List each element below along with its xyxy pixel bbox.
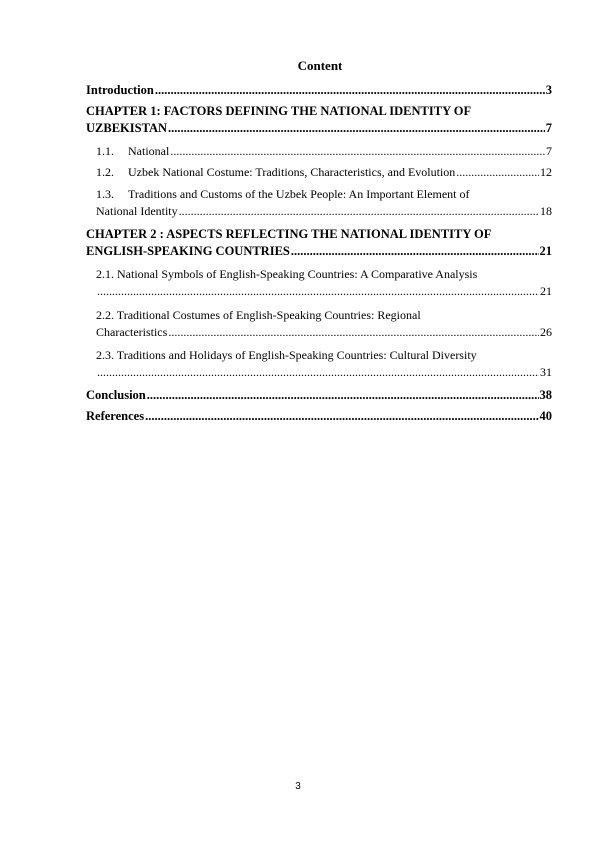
- toc-page-number: 7: [545, 121, 552, 135]
- toc-label: National: [128, 144, 170, 158]
- toc-page-number: 31: [540, 365, 552, 379]
- section-number: 1.2.: [96, 165, 114, 179]
- toc-entry-conclusion[interactable]: [86, 387, 552, 404]
- page-title: Content: [297, 58, 343, 73]
- toc-entry-chapter-2[interactable]: [86, 226, 552, 260]
- toc-entry-1-2[interactable]: [96, 164, 552, 181]
- toc-page-number: 38: [539, 388, 552, 402]
- dot-leader: [179, 203, 539, 220]
- toc-label-line: 2.3. Traditions and Holidays of English-Speaking Countries: Cultural Diversity: [96, 348, 477, 362]
- toc-page-number: 7: [546, 144, 552, 158]
- dot-leader: [168, 324, 539, 341]
- toc-entry-1-3[interactable]: [96, 186, 552, 220]
- toc-label: References: [86, 409, 145, 423]
- dot-leader: [456, 164, 539, 181]
- section-number: 1.3.: [96, 187, 114, 201]
- page-number-footer: 3: [295, 781, 301, 792]
- dot-leader: [155, 82, 545, 99]
- toc-page-number: 26: [540, 325, 552, 339]
- toc-label-line: Characteristics: [96, 325, 168, 339]
- toc-page-number: 21: [540, 284, 552, 298]
- toc-label-line: National Identity: [96, 204, 178, 218]
- toc-entry-2-2[interactable]: [96, 307, 552, 341]
- toc-entry-chapter-1[interactable]: [86, 103, 552, 137]
- dot-leader: [145, 408, 538, 425]
- section-number: 1.1.: [96, 144, 114, 158]
- toc-page-number: 21: [539, 244, 552, 258]
- toc-page-number: 3: [545, 83, 552, 97]
- toc-page-number: 18: [540, 204, 552, 218]
- toc-label: Introduction: [86, 83, 154, 97]
- toc-entry-2-1[interactable]: [96, 266, 552, 300]
- toc-label: Conclusion: [86, 388, 146, 402]
- toc-label-line: UZBEKISTAN: [86, 121, 168, 135]
- dot-leader: [97, 364, 539, 381]
- toc-label-line: Traditions and Customs of the Uzbek People: An Important Element of: [128, 187, 470, 201]
- toc-page-number: 12: [540, 165, 552, 179]
- toc-entry-1-1[interactable]: [96, 143, 552, 160]
- toc-label: Uzbek National Costume: Traditions, Characteristics, and Evolution: [128, 165, 456, 179]
- dot-leader: [291, 243, 539, 260]
- dot-leader: [147, 387, 539, 404]
- toc-label-line: 2.1. National Symbols of English-Speaking Countries: A Comparative Analysis: [96, 267, 478, 281]
- toc-entry-references[interactable]: [86, 408, 552, 425]
- toc-label-line: 2.2. Traditional Costumes of English-Speaking Countries: Regional: [96, 308, 421, 322]
- toc-page-number: 40: [539, 409, 552, 423]
- dot-leader: [97, 283, 539, 300]
- dot-leader: [168, 120, 545, 137]
- toc-entry-2-3[interactable]: [96, 347, 552, 381]
- dot-leader: [170, 143, 545, 160]
- toc-label-line: ENGLISH-SPEAKING COUNTRIES: [86, 244, 290, 258]
- toc-label-line: CHAPTER 2 : ASPECTS REFLECTING THE NATIONAL IDENTITY OF: [86, 227, 492, 241]
- toc-entry-introduction[interactable]: [86, 82, 552, 99]
- toc-label-line: CHAPTER 1: FACTORS DEFINING THE NATIONAL IDENTITY OF: [86, 104, 472, 118]
